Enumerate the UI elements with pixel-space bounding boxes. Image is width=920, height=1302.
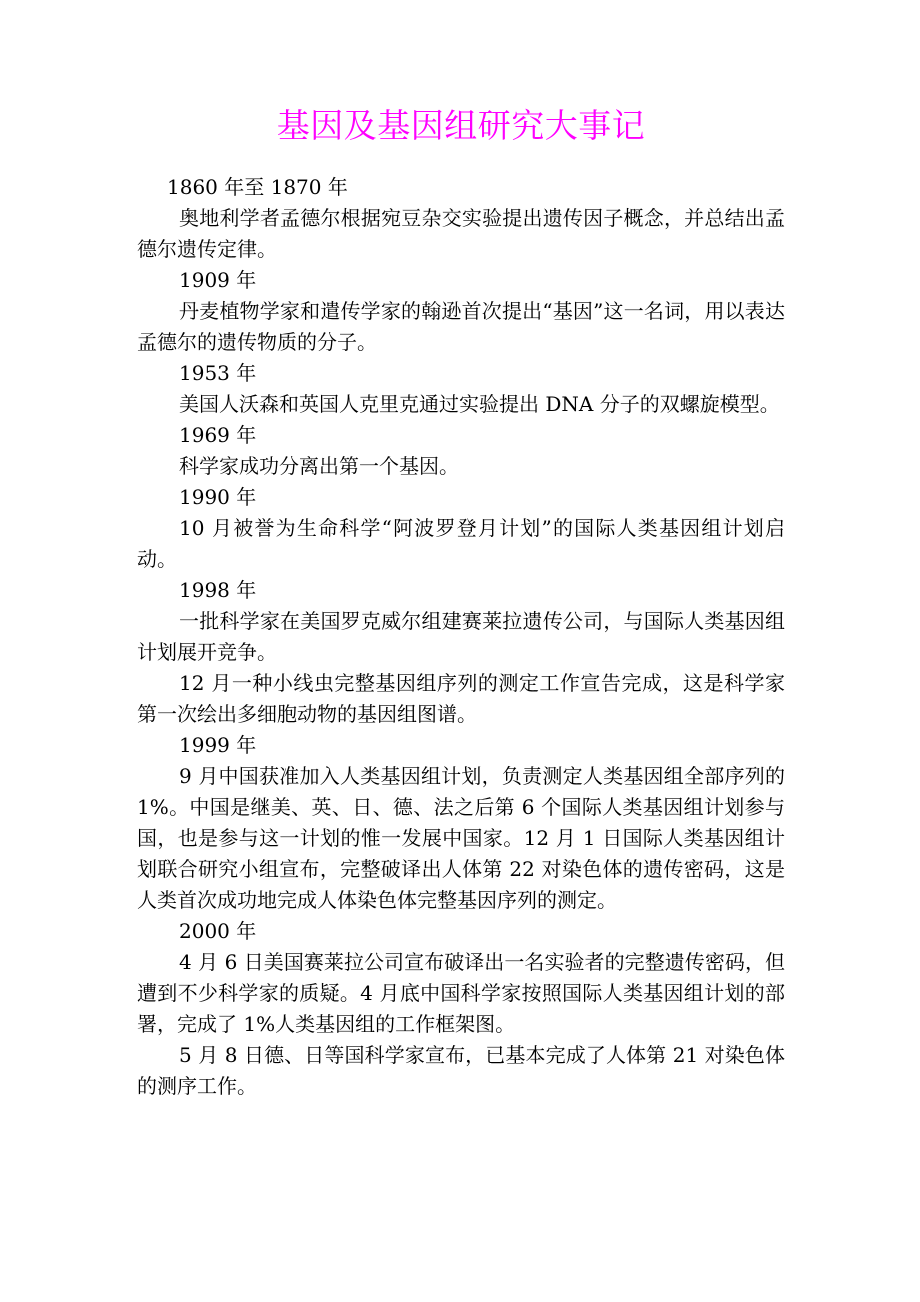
timeline-paragraph: 4 月 6 日美国赛莱拉公司宣布破译出一名实验者的完整遗传密码，但遭到不少科学家的质疑。4 月底中国科学家按照国际人类基因组计划的部署，完成了 1%人类基因组的工作框架图。	[137, 950, 785, 1036]
timeline-paragraph: 10 月被誉为生命科学“阿波罗登月计划”的国际人类基因组计划启动。	[137, 516, 785, 571]
timeline	[137, 172, 785, 1102]
timeline-paragraph: 丹麦植物学家和遣传学家的翰逊首次提出“基因”这一名词，用以表达孟德尔的遗传物质的分子。	[137, 299, 785, 354]
document-title: 基因及基因组研究大事记	[276, 106, 646, 145]
timeline-paragraph: 奥地利学者孟德尔根据宛豆杂交实验提出遗传因子概念，并总结出孟德尔遗传定律。	[137, 206, 785, 261]
timeline-year: 1990 年	[179, 485, 257, 509]
timeline-year: 1909 年	[179, 268, 257, 292]
document-page	[137, 98, 785, 1102]
timeline-paragraph: 5 月 8 日德、日等国科学家宣布，已基本完成了人体第 21 对染色体的测序工作。	[137, 1043, 785, 1098]
timeline-paragraph: 9 月中国获准加入人类基因组计划，负责测定人类基因组全部序列的 1%。中国是继美、英、日、德、法之后第 6 个国际人类基因组计划参与国，也是参与这一计划的惟一发展中国家。12 月 1 日国际人类基因组计划联合研究小组宣布，完整破译出人体第 22 对染色体的遗传密码，这是人类首次成功地完成人体染色体完整基因序列的测定。	[137, 764, 785, 912]
timeline-year: 1998 年	[179, 578, 257, 602]
timeline-year: 1969 年	[179, 423, 257, 447]
timeline-paragraph: 美国人沃森和英国人克里克通过实验提出 DNA 分子的双螺旋模型。	[179, 392, 780, 416]
timeline-paragraph: 一批科学家在美国罗克威尔组建赛莱拉遗传公司，与国际人类基因组计划展开竞争。	[137, 609, 785, 664]
timeline-paragraph: 科学家成功分离出第一个基因。	[179, 454, 459, 478]
timeline-year: 2000 年	[179, 919, 257, 943]
timeline-year: 1999 年	[179, 733, 257, 757]
timeline-paragraph: 12 月一种小线虫完整基因组序列的测定工作宣告完成，这是科学家第一次绘出多细胞动物的基因组图谱。	[137, 671, 785, 726]
timeline-year: 1953 年	[179, 361, 257, 385]
timeline-year: 1860 年至 1870 年	[167, 175, 348, 199]
